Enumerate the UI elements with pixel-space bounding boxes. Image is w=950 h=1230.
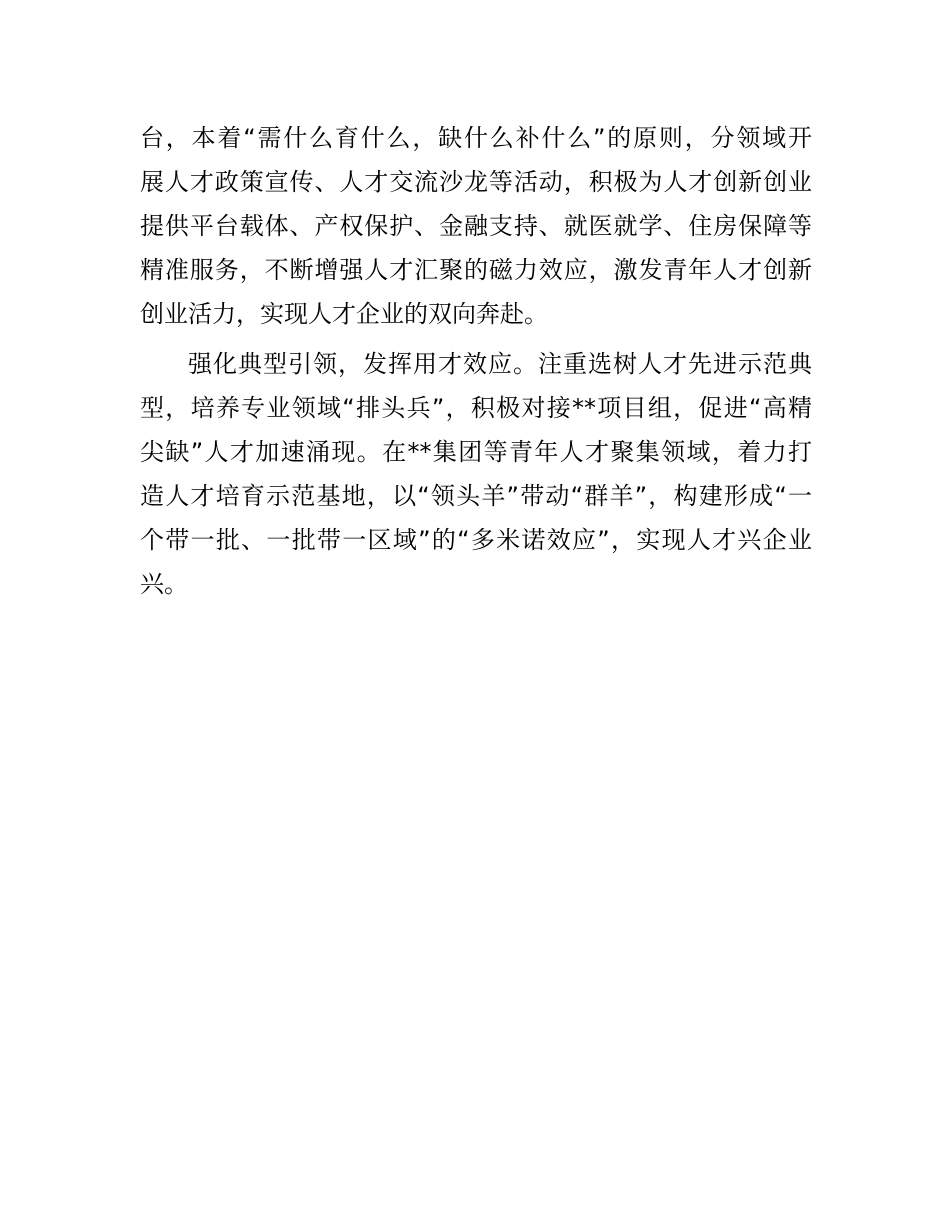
paragraph-line: 创业活力，实现人才企业的双向奔赴。	[140, 300, 548, 328]
paragraph-line: 展人才政策宣传、人才交流沙龙等活动，积极为人才创新创业	[140, 168, 812, 196]
paragraph-line: 型，培养专业领域“排头兵”，积极对接**项目组，促进“高精	[140, 394, 812, 422]
paragraph-2	[140, 342, 812, 606]
paragraph-line: 兴。	[140, 570, 188, 598]
paragraph-1	[140, 116, 812, 336]
paragraph-line: 台，本着“需什么育什么，缺什么补什么”的原则，分领域开	[140, 124, 812, 152]
document-body	[140, 116, 812, 606]
paragraph-line: 提供平台载体、产权保护、金融支持、就医就学、住房保障等	[140, 212, 812, 240]
paragraph-line: 强化典型引领，发挥用才效应。注重选树人才先进示范典	[188, 350, 812, 378]
paragraph-line: 精准服务，不断增强人才汇聚的磁力效应，激发青年人才创新	[140, 256, 812, 284]
paragraph-line: 造人才培育示范基地，以“领头羊”带动“群羊”，构建形成“一	[140, 482, 812, 510]
paragraph-line: 尖缺”人才加速涌现。在**集团等青年人才聚集领域，着力打	[140, 438, 812, 466]
paragraph-line: 个带一批、一批带一区域”的“多米诺效应”，实现人才兴企业	[140, 526, 812, 554]
